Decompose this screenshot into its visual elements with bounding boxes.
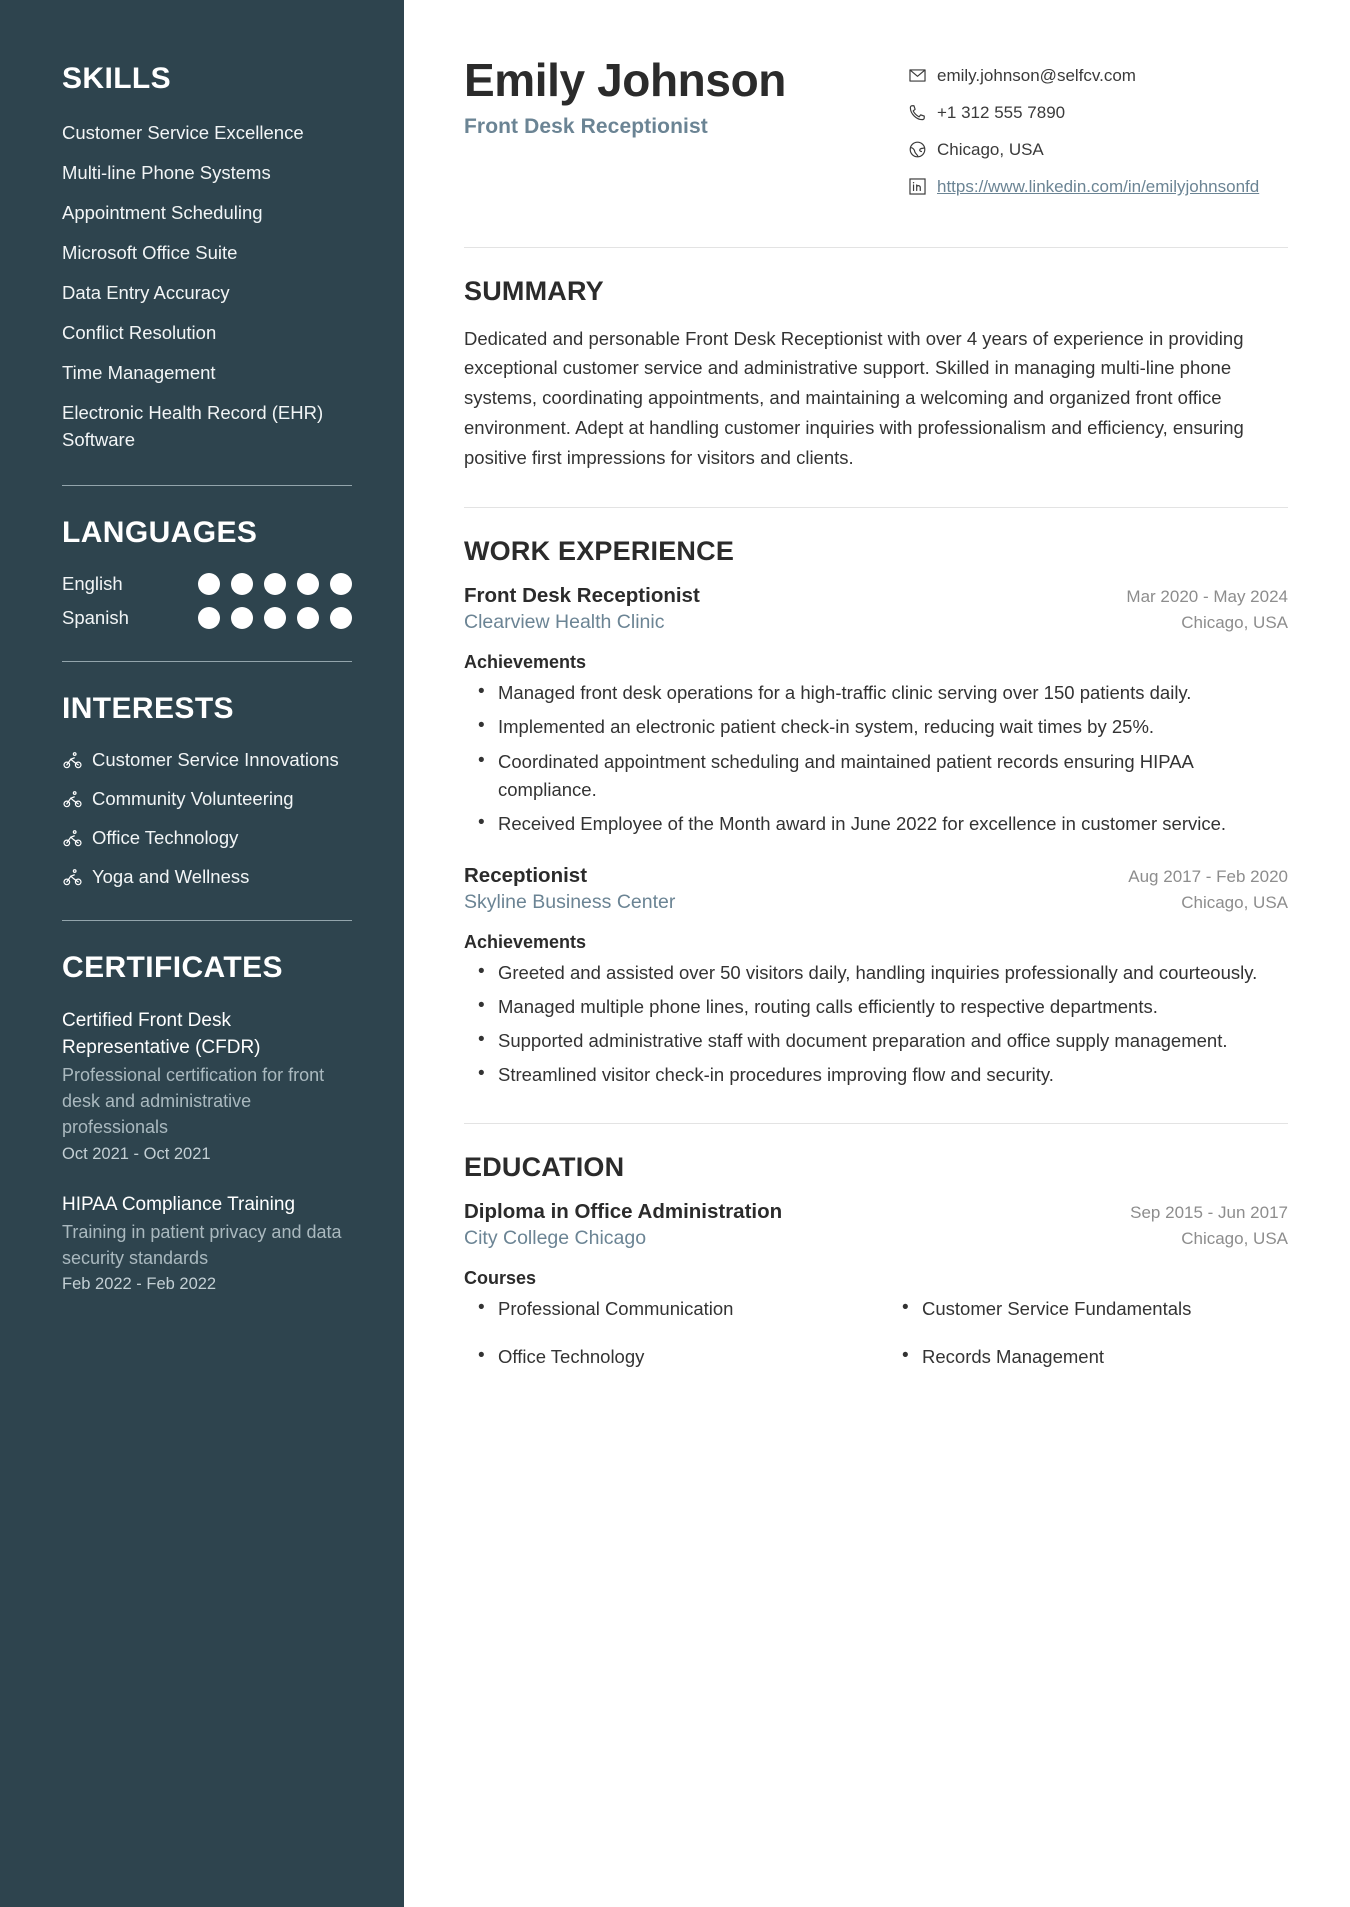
bicycle-icon: [62, 828, 83, 849]
certificate-name: HIPAA Compliance Training: [62, 1193, 296, 1215]
achievement-item: • Received Employee of the Month award in June 2022 for excellence in customer service.: [464, 810, 1288, 838]
achievement-item: • Supported administrative staff with document preparation and office supply management.: [464, 1027, 1288, 1055]
education-entry: [464, 1200, 1288, 1371]
contact-email: [908, 64, 1288, 88]
interest-label: Yoga and Wellness: [92, 866, 250, 887]
interests-section: [62, 692, 352, 888]
courses-label: Courses: [464, 1268, 537, 1289]
achievement-item: • Streamlined visitor check-in procedures improving flow and security.: [464, 1061, 1288, 1089]
sidebar-divider: [62, 485, 352, 486]
education-location: Chicago, USA: [1181, 1229, 1288, 1249]
education-entry-subheader: [464, 1227, 1288, 1250]
header-divider: [464, 247, 1288, 248]
level-dot: [198, 573, 220, 595]
level-dot: [264, 573, 286, 595]
work-experience-title: WORK EXPERIENCE: [464, 536, 735, 567]
summary-divider: [464, 507, 1288, 508]
language-name: Spanish: [62, 607, 129, 628]
interests-title: INTERESTS: [62, 692, 234, 725]
work-position: Receptionist: [464, 863, 588, 887]
skill-item: Electronic Health Record (EHR) Software: [62, 402, 324, 450]
course-item: • Customer Service Fundamentals: [888, 1295, 1288, 1323]
certificate-date: Oct 2021 - Oct 2021: [62, 1144, 211, 1163]
contact-list: [908, 56, 1288, 213]
phone-icon: [908, 103, 927, 122]
certificate-item: [62, 1192, 352, 1295]
level-dot: [297, 573, 319, 595]
globe-location-icon: [908, 140, 927, 159]
achievement-item: • Greeted and assisted over 50 visitors daily, handling inquiries professionally and courteously.: [464, 959, 1288, 987]
summary-text: Dedicated and personable Front Desk Receptionist with over 4 years of experience in providing exceptional customer service and administrative support. Skilled in managing multi-line phone systems, coordinating appointments, and maintaining a welcoming and organized front office environment. Adept at handling customer inquiries with professionalism and efficiency, ensuring positive first impressions for visitors and clients.: [464, 327, 1244, 469]
language-row: [62, 607, 352, 629]
course-item: • Office Technology: [464, 1343, 864, 1371]
bicycle-icon: [62, 789, 83, 810]
course-item: • Records Management: [888, 1343, 1288, 1371]
language-name: English: [62, 573, 123, 594]
achievement-item: • Coordinated appointment scheduling and maintained patient records ensuring HIPAA compliance.: [464, 748, 1288, 804]
education-entry-header: [464, 1200, 1288, 1224]
achievements-list: [464, 679, 1288, 838]
contact-email-value: emily.johnson@selfcv.com: [937, 66, 1136, 85]
contact-linkedin[interactable]: [908, 175, 1288, 199]
skill-item: Conflict Resolution: [62, 322, 217, 343]
level-dot: [231, 573, 253, 595]
language-level-dots: [198, 573, 352, 595]
work-company: Skyline Business Center: [464, 890, 676, 913]
achievements-list: [464, 959, 1288, 1089]
achievement-item: • Managed front desk operations for a high-traffic clinic serving over 150 patients daily.: [464, 679, 1288, 707]
interest-label: Customer Service Innovations: [92, 749, 339, 770]
certificate-description: Professional certification for front desk and administrative professionals: [62, 1064, 325, 1137]
work-entry-subheader: [464, 611, 1288, 634]
work-entry-subheader: [464, 891, 1288, 914]
level-dot: [264, 607, 286, 629]
skills-title: SKILLS: [62, 62, 172, 95]
skill-item: Multi-line Phone Systems: [62, 162, 271, 183]
certificate-date: Feb 2022 - Feb 2022: [62, 1275, 217, 1294]
education-title: EDUCATION: [464, 1152, 625, 1183]
sidebar: [0, 0, 404, 1907]
education-section: [464, 1152, 1288, 1371]
interest-item: [62, 788, 352, 810]
education-school: City College Chicago: [464, 1227, 647, 1250]
work-date: Aug 2017 - Feb 2020: [1128, 866, 1288, 886]
linkedin-icon: [908, 177, 927, 196]
contact-linkedin-value[interactable]: https://www.linkedin.com/in/emilyjohnsonfd: [937, 177, 1260, 197]
skills-list: [62, 119, 352, 453]
work-position: Front Desk Receptionist: [464, 584, 700, 608]
sidebar-divider: [62, 920, 352, 921]
skill-item: Appointment Scheduling: [62, 202, 263, 223]
skills-section: [62, 62, 352, 453]
contact-phone: [908, 101, 1288, 125]
page-title: Emily Johnson: [464, 54, 786, 106]
contact-location: [908, 138, 1288, 162]
education-date: Sep 2015 - Jun 2017: [1130, 1203, 1288, 1223]
identity-block: [464, 56, 786, 139]
achievements-label: Achievements: [464, 931, 587, 952]
course-item: • Professional Communication: [464, 1295, 864, 1323]
work-entry: [464, 864, 1288, 1089]
interest-item: [62, 866, 352, 888]
contact-phone-value: +1 312 555 7890: [937, 103, 1066, 123]
certificates-title: CERTIFICATES: [62, 951, 283, 984]
language-row: [62, 573, 352, 595]
skill-item: Time Management: [62, 362, 216, 383]
interest-item: [62, 827, 352, 849]
work-company: Clearview Health Clinic: [464, 611, 665, 634]
summary-section: [464, 276, 1288, 474]
certificate-description: Training in patient privacy and data security standards: [62, 1221, 342, 1268]
interest-label: Community Volunteering: [92, 788, 294, 809]
work-location: Chicago, USA: [1181, 613, 1288, 633]
work-location: Chicago, USA: [1181, 892, 1288, 912]
skill-item: Data Entry Accuracy: [62, 282, 230, 303]
skill-item: Customer Service Excellence: [62, 122, 304, 143]
envelope-icon: [908, 66, 927, 85]
level-dot: [297, 607, 319, 629]
certificate-name: Certified Front Desk Representative (CFDR): [62, 1010, 261, 1058]
work-entry-header: [464, 584, 1288, 608]
level-dot: [330, 607, 352, 629]
achievement-item: • Implemented an electronic patient check-in system, reducing wait times by 25%.: [464, 713, 1288, 741]
work-entry-header: [464, 864, 1288, 888]
certificates-section: [62, 951, 352, 1294]
skill-item: Microsoft Office Suite: [62, 242, 238, 263]
interest-item: [62, 749, 352, 771]
job-role-subtitle: Front Desk Receptionist: [464, 114, 708, 138]
bicycle-icon: [62, 750, 83, 771]
resume-header: [464, 56, 1288, 213]
work-date: Mar 2020 - May 2024: [1126, 587, 1288, 607]
certificate-item: [62, 1008, 352, 1164]
language-level-dots: [198, 607, 352, 629]
bicycle-icon: [62, 867, 83, 888]
contact-location-value: Chicago, USA: [937, 140, 1044, 160]
experience-divider: [464, 1123, 1288, 1124]
languages-section: [62, 516, 352, 629]
level-dot: [231, 607, 253, 629]
achievements-label: Achievements: [464, 652, 587, 673]
work-entry: [464, 584, 1288, 838]
education-degree: Diploma in Office Administration: [464, 1200, 783, 1224]
level-dot: [330, 573, 352, 595]
work-experience-section: [464, 536, 1288, 1089]
summary-title: SUMMARY: [464, 275, 604, 306]
main-content: [404, 0, 1350, 1907]
interest-label: Office Technology: [92, 827, 239, 848]
courses-list: [464, 1295, 1288, 1371]
languages-title: LANGUAGES: [62, 516, 258, 549]
achievement-item: • Managed multiple phone lines, routing calls efficiently to respective departments.: [464, 993, 1288, 1021]
sidebar-divider: [62, 661, 352, 662]
level-dot: [198, 607, 220, 629]
